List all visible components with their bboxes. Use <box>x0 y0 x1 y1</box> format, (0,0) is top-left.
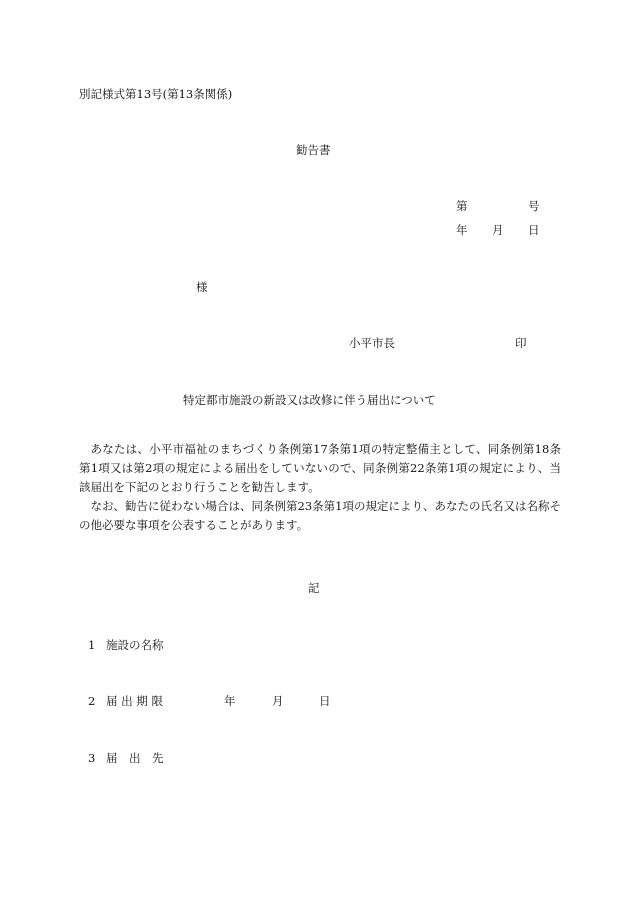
ki-heading: 記 <box>308 581 320 595</box>
item-1-number: 1 <box>88 638 96 652</box>
reference-dai: 第 <box>456 199 468 213</box>
body-paragraph-1: あなたは、小平市福祉のまちづくり条例第17条第1項の特定整備主として、同条例第18条第1項又は第2項の規定による届出をしていないので、同条例第22条第1項の規定により、当該届出を下記のとおり行うことを勧告します。 <box>79 442 561 494</box>
sender-name: 小平市長 <box>349 336 395 350</box>
body-paragraph-2: なお、勧告に従わない場合は、同条例第23条第1項の規定により、あなたの氏名又は名称その他必要な事項を公表することがあります。 <box>79 499 561 532</box>
subject-line: 特定都市施設の新設又は改修に伴う届出について <box>183 393 436 407</box>
item-2-month: 月 <box>272 694 284 708</box>
addressee-honorific: 様 <box>196 280 208 294</box>
item-2-label: 届 出 期 限 <box>106 694 163 708</box>
form-number: 別記様式第13号(第13条関係) <box>79 87 233 101</box>
reference-gou: 号 <box>528 199 540 213</box>
item-2-year: 年 <box>224 694 236 708</box>
date-month: 月 <box>492 223 504 237</box>
document-title: 勧告書 <box>296 143 331 157</box>
body-text <box>79 440 561 535</box>
seal-mark: 印 <box>515 336 527 350</box>
date-year: 年 <box>456 223 468 237</box>
date-day: 日 <box>528 223 540 237</box>
item-3-number: 3 <box>88 751 96 765</box>
item-2-day: 日 <box>319 694 331 708</box>
item-3-label: 届 出 先 <box>106 751 164 765</box>
item-1-label: 施設の名称 <box>106 638 164 652</box>
item-2-number: 2 <box>88 694 96 708</box>
